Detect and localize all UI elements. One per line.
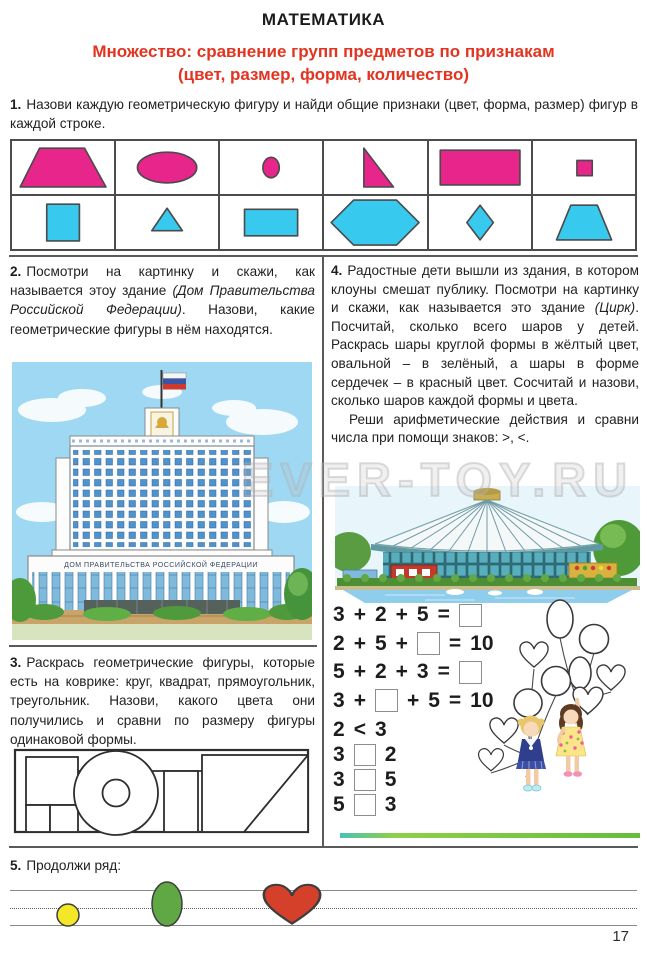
task-3-text: 3. Раскрась геометрические фигуры, которые есть на коврике: круг, квадрат, прямоугольник, треугольник. Назови, какого цвета они получились и сравни по размеру фигуры одинаковой формы. <box>10 655 315 747</box>
shape-trapezoid <box>533 196 635 249</box>
math-token: 5 <box>416 603 429 627</box>
shape-square <box>12 196 114 249</box>
shape-cell <box>219 195 323 250</box>
shape-cell <box>115 140 219 195</box>
task-4-text <box>331 262 639 448</box>
shape-right-triangle <box>324 141 426 194</box>
math-token: = <box>448 631 462 655</box>
math-token: 3 <box>333 603 345 627</box>
comparison-row <box>333 767 405 792</box>
shape-diamond-small <box>429 196 531 249</box>
subtitle-line-2: (цвет, размер, форма, количество) <box>177 65 470 84</box>
heart-balloon <box>490 718 518 743</box>
math-token: 5 <box>428 688 440 712</box>
answer-box <box>354 794 376 816</box>
series-heart <box>264 885 320 924</box>
math-token: < <box>353 717 366 741</box>
task-5-text: 5. Продолжи ряд: <box>10 858 122 873</box>
shape-cell <box>115 195 219 250</box>
math-token: 5 <box>374 631 387 655</box>
government-building-illustration <box>12 362 312 640</box>
math-token: + <box>353 603 366 627</box>
task-4-paragraph-1: 4. Радостные дети вышли из здания, в котором клоуны смешат публику. Посмотри на картинку и скажи, как называется это здание (Цирк). Посчитай, сколько всего шаров у детей. Раскрась шары круглой формы в жёлтый цвет, овальной – в зелёный, а шары в форме сердечек – в красный цвет. Сосчитай и назови, сколько шаров каждой формы и цвета. <box>331 263 639 409</box>
watermark: EVER-TOY.RU <box>242 453 635 506</box>
math-token: + <box>353 631 366 655</box>
shape-cell <box>532 140 636 195</box>
stalls-right <box>569 563 617 578</box>
math-token: 3 <box>333 742 345 766</box>
math-token: 10 <box>470 631 494 655</box>
shapes-table <box>10 139 637 251</box>
rug-drawing <box>12 747 312 837</box>
math-token: = <box>448 688 462 712</box>
task-4-number: 4. <box>331 263 343 278</box>
series-circle <box>57 904 79 926</box>
shape-cell <box>11 195 115 250</box>
girl-left <box>516 716 546 792</box>
comparisons-block <box>333 717 405 817</box>
math-token: 3 <box>333 767 345 791</box>
shape-rectangle <box>220 196 322 249</box>
green-separator-line <box>340 833 640 838</box>
task-2-italic: (Дом Правительства Российской Федерации) <box>10 283 315 318</box>
shape-circle-small <box>220 141 322 194</box>
shape-hexagon <box>324 196 426 249</box>
circle-balloon <box>514 689 542 717</box>
math-token: + <box>395 660 408 684</box>
window-grid <box>73 450 251 547</box>
girl-right <box>556 700 586 777</box>
math-token: + <box>395 631 408 655</box>
comparison-row <box>333 792 405 817</box>
shape-cell <box>219 140 323 195</box>
heart-balloon <box>479 749 504 771</box>
math-token: 2 <box>333 717 345 741</box>
page-subtitle <box>0 40 647 86</box>
shape-cell <box>11 140 115 195</box>
ground <box>12 624 312 640</box>
task-1-text: 1. Назови каждую геометрическую фигуру и найди общие признаки (цвет, форма, размер) фигур в каждой строке. <box>10 97 638 132</box>
heart-balloon <box>597 665 625 690</box>
math-token: = <box>437 660 450 684</box>
task-2-number: 2. <box>10 264 22 279</box>
shape-cell <box>323 140 427 195</box>
math-token: 3 <box>384 792 397 816</box>
shape-cell <box>428 195 532 250</box>
circle-balloon <box>580 625 609 654</box>
shape-ellipse <box>116 141 218 194</box>
shape-square-small <box>533 141 635 194</box>
shape-cell <box>532 195 636 250</box>
answer-box <box>354 744 376 766</box>
math-token: 3 <box>333 688 345 712</box>
divider-left-column <box>9 645 317 647</box>
math-token: 2 <box>384 742 397 766</box>
circle-balloon <box>542 667 571 696</box>
comparison-row <box>333 742 405 767</box>
pattern-series-strip <box>10 868 637 930</box>
task-2-text: 2. Посмотри на картинку и скажи, как называется этоу здание (Дом Правительства Российской Федерации). Назови, какие геометрические фигуры в нём находятся. <box>10 264 315 337</box>
math-token: 10 <box>470 688 494 712</box>
answer-box <box>354 769 376 791</box>
shape-trapezoid-large <box>12 141 114 194</box>
circus-illustration <box>335 486 640 603</box>
math-token: 5 <box>333 792 345 816</box>
math-token: + <box>406 688 420 712</box>
answer-box <box>375 689 398 712</box>
pond-edge <box>335 586 640 590</box>
task-4-italic: (Цирк) <box>594 300 636 316</box>
math-token: = <box>437 603 450 627</box>
page-title: МАТЕМАТИКА <box>261 10 386 29</box>
shape-triangle-small <box>116 196 218 249</box>
shape-cell <box>428 140 532 195</box>
balloon-outlines <box>479 600 626 771</box>
divider-bottom <box>9 846 638 848</box>
building-caption: ДОМ ПРАВИТЕЛЬСТВА РОССИЙСКОЙ ФЕДЕРАЦИИ <box>64 562 258 569</box>
math-token: + <box>395 603 408 627</box>
math-token: 3 <box>374 717 387 741</box>
attic-emblem <box>145 408 179 438</box>
task-5-number: 5. <box>10 858 22 873</box>
page-number: 17 <box>612 928 629 945</box>
math-token: 5 <box>333 660 345 684</box>
task-1-number: 1. <box>10 97 22 112</box>
task-3-number: 3. <box>10 655 22 670</box>
children-with-balloons-illustration <box>415 597 645 837</box>
oval-balloon <box>547 600 573 638</box>
series-oval <box>152 882 182 926</box>
task-4-paragraph-2: Реши арифметические действия и сравни числа при помощи знаков: >, <. <box>331 411 639 446</box>
heart-balloon <box>520 642 548 667</box>
oval-balloon <box>569 657 591 689</box>
math-token: 5 <box>384 767 397 791</box>
math-token: 2 <box>374 603 387 627</box>
column-divider <box>322 257 324 847</box>
shape-rectangle-large <box>429 141 531 194</box>
comparison-row <box>333 717 405 742</box>
math-token: + <box>353 688 366 712</box>
math-token: 2 <box>374 660 387 684</box>
math-token: 3 <box>416 660 429 684</box>
math-token: + <box>353 660 366 684</box>
math-token: 2 <box>333 631 345 655</box>
shape-cell <box>323 195 427 250</box>
subtitle-line-1: Множество: сравнение групп предметов по признакам <box>92 42 555 61</box>
